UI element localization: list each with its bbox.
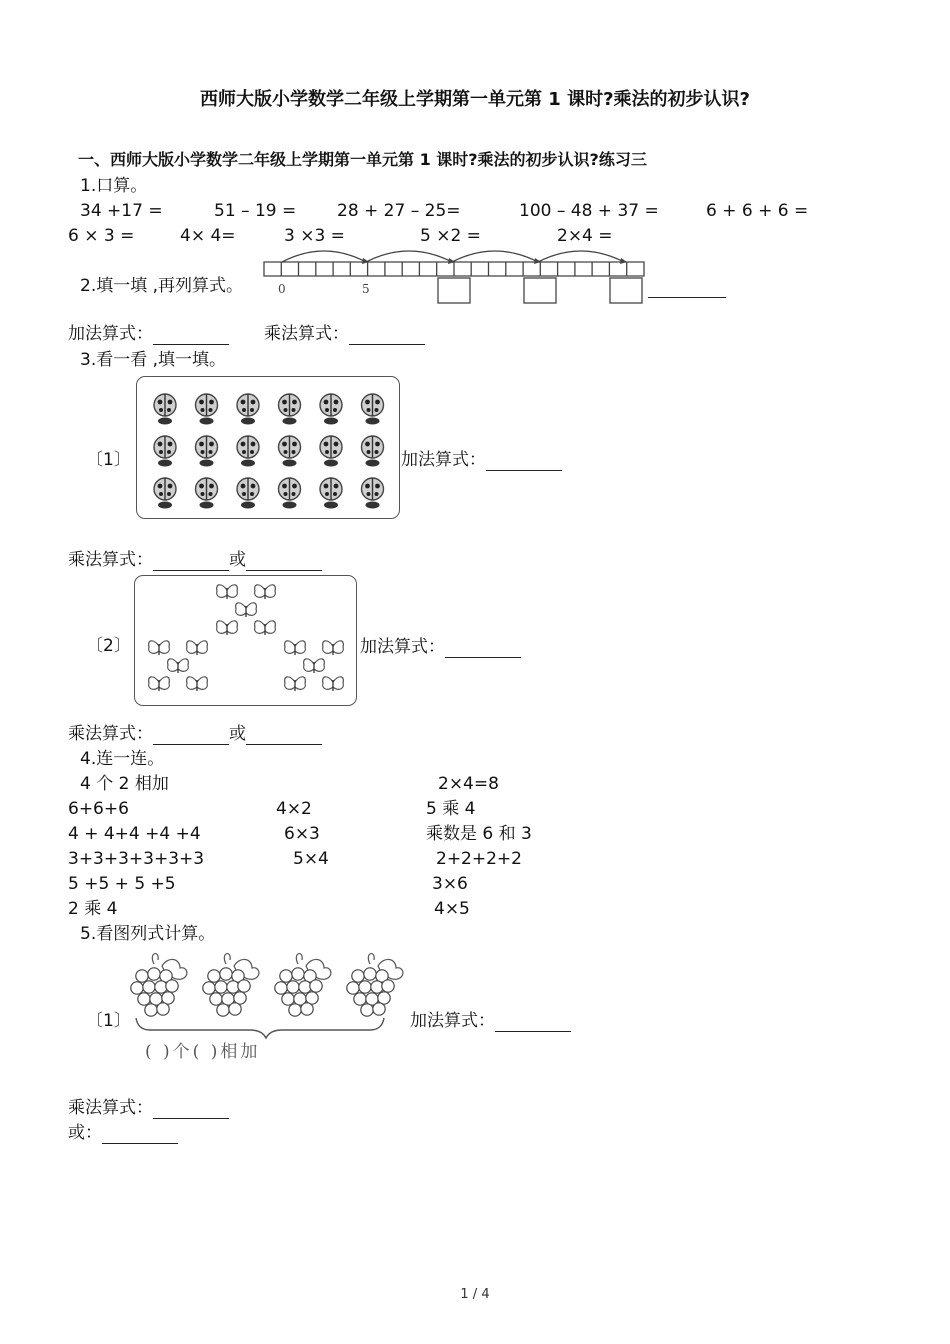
page-number: 1 / 4 <box>460 1287 490 1302</box>
ladybug-icon <box>279 436 301 467</box>
grape-bunch-icon <box>131 954 187 1017</box>
q4-right-item[interactable]: 2+2+2+2 <box>436 849 522 869</box>
q3-add-label-1: 加法算式： <box>401 449 562 471</box>
butterfly-icon <box>255 621 276 635</box>
ladybug-icon <box>154 394 176 425</box>
q3-mul-label-1: 乘法算式： 或 <box>68 549 322 571</box>
q5-label: 5.看图列式计算。 <box>80 924 216 944</box>
butterfly-icon <box>323 677 344 691</box>
q1-label: 1.口算。 <box>80 176 148 196</box>
butterfly-icon <box>187 677 208 691</box>
ladybug-icon <box>320 394 342 425</box>
q1-expr: 3 ×3 = <box>284 226 345 246</box>
q2-answer-blank[interactable] <box>648 276 726 298</box>
butterfly-icon <box>149 641 170 655</box>
butterfly-icon <box>217 621 238 635</box>
ladybug-picture-frame <box>136 376 400 519</box>
grape-bunch-icon <box>347 954 403 1017</box>
q4-right-item[interactable]: 5 乘 4 <box>426 799 476 819</box>
ladybug-icon <box>362 394 384 425</box>
q4-left-item[interactable]: 2 乘 4 <box>68 899 118 919</box>
butterfly-icon <box>236 603 257 617</box>
q3-part2-label: 〔2〕 <box>86 636 131 656</box>
ladybug-icon <box>279 478 301 509</box>
axis-label-0: 0 <box>278 282 286 296</box>
q4-right-item[interactable]: 2×4=8 <box>438 774 499 794</box>
q4-right-item[interactable]: 乘数是 6 和 3 <box>426 824 532 844</box>
q4-left-item[interactable]: 4 个 2 相加 <box>80 774 169 794</box>
butterfly-icon <box>255 585 276 599</box>
q3-part1-label: 〔1〕 <box>86 450 131 470</box>
brace-caption: ( )个( )相加 <box>145 1042 261 1062</box>
q1-expr: 6 + 6 + 6 = <box>706 201 809 221</box>
q1-expr: 34 +17 = <box>80 201 163 221</box>
butterfly-icon <box>304 659 325 673</box>
ladybug-icon <box>279 394 301 425</box>
q4-left-item[interactable]: 4 + 4+4 +4 +4 <box>68 824 201 844</box>
ladybug-icon <box>196 394 218 425</box>
ladybug-icon <box>320 436 342 467</box>
butterfly-icon <box>187 641 208 655</box>
q2-label: 2.填一填 ,再列算式。 <box>80 276 244 296</box>
q4-middle-item[interactable]: 5×4 <box>293 849 329 869</box>
q5-mul-label: 乘法算式： <box>68 1097 229 1119</box>
q3-mul-label-2: 乘法算式： 或 <box>68 723 322 745</box>
q1-expr: 100 – 48 + 37 = <box>519 201 659 221</box>
butterfly-icon <box>217 585 238 599</box>
q5-part1-label: 〔1〕 <box>86 1011 131 1031</box>
ladybug-icon <box>237 478 259 509</box>
butterfly-icon <box>168 659 189 673</box>
q4-left-item[interactable]: 5 +5 + 5 +5 <box>68 874 176 894</box>
q1-expr: 2×4 = <box>557 226 613 246</box>
q4-left-item[interactable]: 3+3+3+3+3+3 <box>68 849 205 869</box>
butterfly-icon <box>149 677 170 691</box>
butterfly-icon <box>285 677 306 691</box>
ladybug-icon <box>362 478 384 509</box>
q5-or-label: 或： <box>68 1122 178 1144</box>
q4-right-item[interactable]: 3×6 <box>432 874 468 894</box>
q4-middle-item[interactable]: 6×3 <box>284 824 320 844</box>
q4-middle-item[interactable]: 4×2 <box>276 799 312 819</box>
q3-add-label-2: 加法算式： <box>360 636 521 658</box>
q3-label: 3.看一看 ,填一填。 <box>80 350 227 370</box>
q2-mul-label: 乘法算式： <box>264 323 425 345</box>
ladybug-icon <box>320 478 342 509</box>
ladybug-icon <box>196 478 218 509</box>
q4-right-item[interactable]: 4×5 <box>434 899 470 919</box>
number-line-figure <box>262 244 652 306</box>
q4-left-item[interactable]: 6+6+6 <box>68 799 129 819</box>
q1-expr: 4× 4= <box>180 226 236 246</box>
ladybug-icon <box>362 436 384 467</box>
q1-expr: 5 ×2 = <box>420 226 481 246</box>
ladybug-icon <box>196 436 218 467</box>
q1-expr: 51 – 19 = <box>214 201 297 221</box>
ladybug-icon <box>237 394 259 425</box>
q2-add-label: 加法算式： <box>68 323 229 345</box>
axis-label-5: 5 <box>362 282 370 296</box>
ladybug-icon <box>237 436 259 467</box>
butterfly-icon <box>285 641 306 655</box>
butterfly-picture-frame <box>134 575 357 706</box>
q1-expr: 28 + 27 – 25= <box>337 201 461 221</box>
q1-expr: 6 × 3 = <box>68 226 135 246</box>
ladybug-icon <box>154 478 176 509</box>
q5-add-label: 加法算式： <box>410 1010 571 1032</box>
section-heading: 一、西师大版小学数学二年级上学期第一单元第 1 课时?乘法的初步认识?练习三 <box>78 150 647 169</box>
ladybug-icon <box>154 436 176 467</box>
butterfly-icon <box>323 641 344 655</box>
grape-bunch-icon <box>203 954 259 1017</box>
butterfly-pattern <box>135 576 356 705</box>
grape-bunch-icon <box>275 954 331 1017</box>
page-title: 西师大版小学数学二年级上学期第一单元第 1 课时?乘法的初步认识? <box>200 89 750 110</box>
ladybug-grid <box>137 377 399 518</box>
q4-label: 4.连一连。 <box>80 749 165 769</box>
